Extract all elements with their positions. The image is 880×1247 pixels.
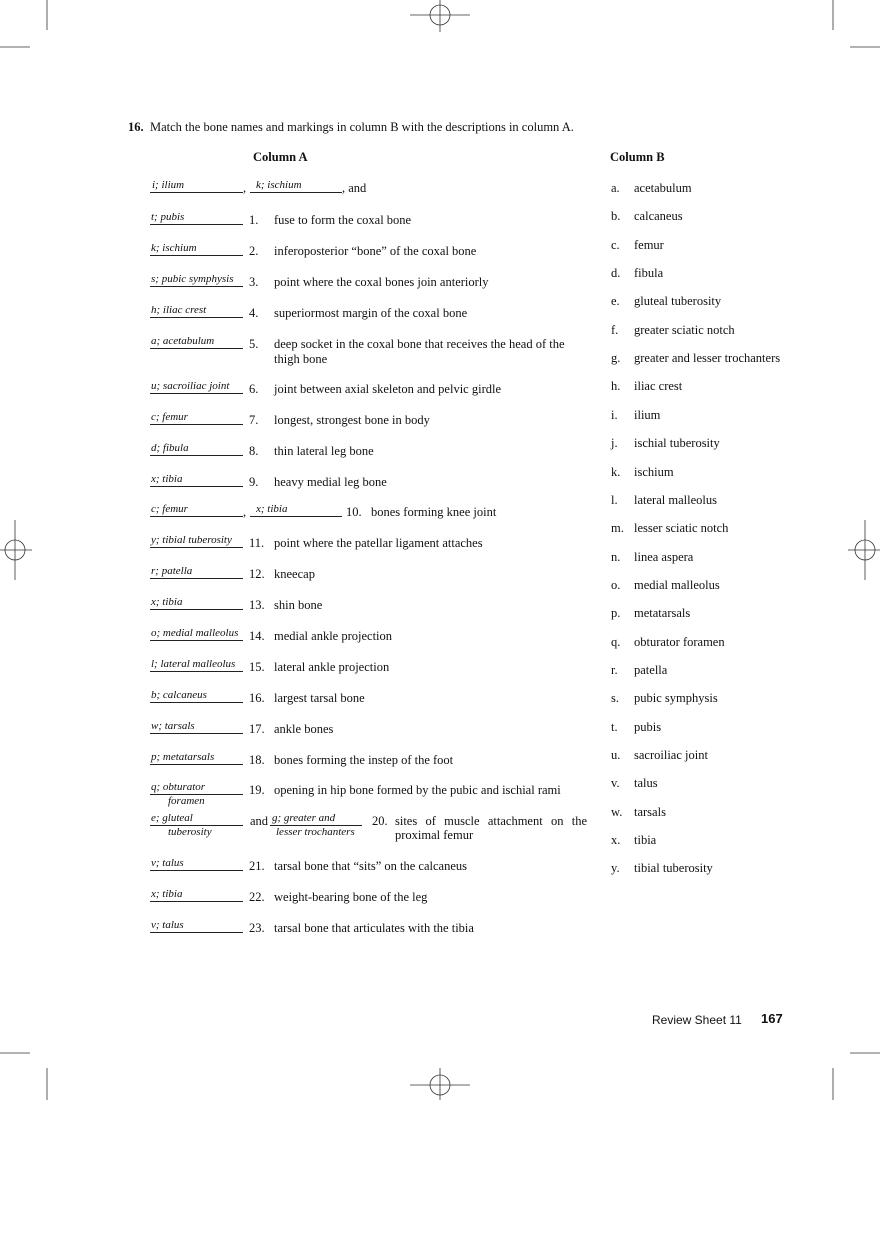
answer-blank[interactable] — [150, 286, 243, 287]
item-term: iliac crest — [634, 379, 683, 394]
item-letter: p. — [611, 606, 621, 621]
column-a-header: Column A — [253, 150, 308, 164]
item-description: point where the patellar ligament attaches — [274, 536, 483, 550]
answer-blank[interactable] — [150, 609, 243, 610]
item-term: sacroiliac joint — [634, 748, 708, 762]
item-letter: x. — [611, 833, 621, 848]
answer-text: v; talus — [151, 857, 184, 869]
item-description: bones forming the instep of the foot — [274, 753, 454, 767]
item-description: point where the coxal bones join anteriorly — [274, 275, 489, 289]
page-number: 167 — [761, 1011, 783, 1026]
answer-blank[interactable] — [150, 671, 243, 672]
answer-blank[interactable] — [150, 516, 243, 517]
item-description: lateral ankle projection — [274, 660, 390, 674]
question-number — [128, 120, 144, 134]
answer-text: a; acetabulum — [151, 335, 215, 347]
item-term: linea aspera — [634, 549, 694, 564]
answer-text: x; tibia — [151, 596, 183, 608]
item-letter: l. — [611, 492, 618, 507]
item-number: 2. — [249, 244, 259, 258]
item-letter: t. — [611, 719, 618, 734]
answer-text: t; pubis — [151, 211, 185, 223]
answer-text: x; tibia — [151, 473, 183, 485]
item-number: 22. — [249, 890, 265, 904]
item-number: 4. — [249, 306, 259, 320]
item-term: tibia — [634, 833, 657, 848]
item-term: obturator foramen — [634, 634, 725, 649]
item-number: 13. — [249, 598, 265, 612]
item-number: 7. — [249, 413, 259, 427]
item-letter: d. — [611, 266, 621, 281]
item-description: opening in hip bone formed by the pubic and ischial rami — [274, 783, 561, 797]
item-number: 6. — [249, 382, 259, 396]
item-term: gluteal tuberosity — [634, 294, 722, 309]
answer-text: p; metatarsals — [151, 751, 215, 763]
item-description: ankle bones — [274, 722, 334, 736]
item-description-line2: thigh bone — [274, 352, 328, 366]
item-letter: e. — [611, 294, 620, 309]
item-number: 19. — [249, 783, 265, 797]
item-letter: s. — [611, 691, 619, 706]
column-b-header: Column B — [610, 150, 665, 164]
item-letter: m. — [611, 521, 624, 536]
answer-blank[interactable] — [150, 932, 243, 933]
item-number: 15. — [249, 660, 265, 674]
answer-blank[interactable] — [150, 702, 243, 703]
item-term: ischium — [634, 464, 674, 479]
item-letter: j. — [611, 436, 618, 451]
answer-blank[interactable] — [150, 901, 243, 902]
item-letter: k. — [611, 464, 621, 479]
item-letter: r. — [611, 662, 618, 677]
item-description: sites of muscle attachment on the proximal femur — [395, 814, 587, 842]
item-letter: w. — [611, 804, 623, 819]
item-description: medial ankle projection — [274, 629, 393, 643]
answer-blank[interactable] — [150, 317, 243, 318]
footer-section: Review Sheet 11 — [652, 1013, 742, 1027]
item-number: 12. — [249, 567, 265, 581]
answer-text: k; ischium — [256, 179, 302, 191]
answer-text: r; patella — [151, 565, 193, 577]
item-description: tarsal bone that “sits” on the calcaneus — [274, 859, 467, 873]
item-number: 10. — [346, 505, 362, 519]
answer-blank[interactable] — [150, 255, 243, 256]
answer-text: e; gluteal — [151, 812, 193, 824]
answer-text: h; iliac crest — [151, 304, 207, 316]
item-letter: n. — [611, 549, 621, 564]
answer-blank[interactable] — [250, 516, 342, 517]
item-description: bones forming knee joint — [371, 505, 497, 519]
item-letter: h. — [611, 379, 621, 394]
answer-text: x; tibia — [151, 888, 183, 900]
answer-text-line2: tuberosity — [168, 826, 212, 838]
item-term: fibula — [634, 266, 664, 281]
item-letter: a. — [611, 181, 620, 195]
question-number-text: 16. — [128, 120, 144, 134]
answer-text: v; talus — [151, 919, 184, 931]
item-number: 17. — [249, 722, 265, 736]
answer-blank[interactable] — [150, 224, 243, 225]
item-number: 1. — [249, 213, 259, 227]
and-text: and — [250, 814, 269, 828]
item-number: 14. — [249, 629, 265, 643]
item-letter: v. — [611, 776, 620, 791]
item-number: 23. — [249, 921, 265, 935]
item-term: patella — [634, 662, 668, 677]
answer-blank[interactable] — [150, 393, 243, 394]
item-description: superiormost margin of the coxal bone — [274, 306, 468, 320]
answer-text: w; tarsals — [151, 720, 195, 732]
item-description: longest, strongest bone in body — [274, 413, 430, 427]
item-number: 16. — [249, 691, 265, 705]
item-number: 20. — [372, 814, 388, 828]
comma: , — [243, 181, 247, 195]
answer-text: c; femur — [151, 411, 188, 423]
answer-blank[interactable] — [150, 578, 243, 579]
crosshair-icon — [0, 520, 32, 580]
item-term: pubic symphysis — [634, 691, 718, 706]
question-prompt: Match the bone names and markings in column B with the descriptions in column A. — [150, 120, 574, 134]
item-description: inferoposterior “bone” of the coxal bone — [274, 244, 477, 258]
answer-blank[interactable] — [150, 640, 243, 641]
item-letter: o. — [611, 577, 621, 592]
answer-blank[interactable] — [150, 424, 243, 425]
item-description: kneecap — [274, 567, 315, 581]
answer-text-line2: foramen — [168, 795, 205, 807]
item-description: thin lateral leg bone — [274, 444, 374, 458]
item-description: weight-bearing bone of the leg — [274, 890, 428, 904]
item-description: largest tarsal bone — [274, 691, 365, 705]
item-term: acetabulum — [634, 181, 692, 195]
item-number: 8. — [249, 444, 259, 458]
answer-blank[interactable] — [150, 870, 243, 871]
answer-blank[interactable] — [150, 348, 243, 349]
crosshair-icon — [848, 520, 880, 580]
item-letter: i. — [611, 407, 618, 422]
answer-blank[interactable] — [150, 764, 243, 765]
answer-blank[interactable] — [150, 192, 243, 193]
item-description: joint between axial skeleton and pelvic girdle — [274, 382, 502, 396]
answer-text: g; greater and — [272, 812, 336, 824]
item-term: lateral malleolus — [634, 492, 717, 507]
answer-text-line2: lesser trochanters — [276, 826, 355, 838]
answer-text: o; medial malleolus — [151, 627, 239, 639]
item-term: greater sciatic notch — [634, 322, 735, 337]
item-term: ischial tuberosity — [634, 436, 720, 451]
item-term: lesser sciatic notch — [634, 521, 729, 536]
item-letter: y. — [611, 861, 620, 876]
item-letter: f. — [611, 322, 619, 337]
answer-text: q; obturator — [151, 781, 206, 793]
crosshair-icon — [410, 0, 470, 32]
answer-text: x; tibia — [256, 503, 288, 515]
item-number: 21. — [249, 859, 265, 873]
answer-text: c; femur — [151, 503, 188, 515]
item-letter: g. — [611, 351, 621, 366]
answer-text: k; ischium — [151, 242, 197, 254]
answer-text: u; sacroiliac joint — [151, 380, 230, 392]
item-number: 9. — [249, 475, 259, 489]
item-number: 11. — [249, 536, 265, 550]
answer-blank[interactable] — [150, 733, 243, 734]
item-term: calcaneus — [634, 209, 683, 224]
item-number: 18. — [249, 753, 265, 767]
answer-blank[interactable] — [150, 547, 243, 548]
item-letter: c. — [611, 237, 620, 252]
answer-blank[interactable] — [150, 455, 243, 456]
item-term: tibial tuberosity — [634, 861, 713, 876]
item-number: 5. — [249, 337, 259, 351]
comma: , — [243, 505, 247, 519]
item-letter: b. — [611, 209, 621, 224]
item-term: pubis — [634, 719, 662, 734]
item-term: femur — [634, 237, 664, 252]
answer-text: b; calcaneus — [151, 689, 207, 701]
answer-text: i; ilium — [152, 179, 185, 191]
answer-text: l; lateral malleolus — [151, 658, 236, 670]
answer-text: s; pubic symphysis — [151, 273, 234, 285]
item-description: tarsal bone that articulates with the tibia — [274, 921, 474, 935]
item-term: talus — [634, 776, 658, 791]
item-letter: u. — [611, 748, 621, 762]
item-term: metatarsals — [634, 606, 691, 621]
crosshair-icon — [410, 1068, 470, 1100]
item-description: fuse to form the coxal bone — [274, 213, 412, 227]
item-term: ilium — [634, 407, 661, 422]
answer-text: y; tibial tuberosity — [151, 534, 232, 546]
item-number: 3. — [249, 275, 259, 289]
answer-blank[interactable] — [250, 192, 342, 193]
item-description: deep socket in the coxal bone that receives the head of the — [274, 337, 565, 351]
answer-text: d; fibula — [151, 442, 189, 454]
answer-blank[interactable] — [150, 486, 243, 487]
item-description: heavy medial leg bone — [274, 475, 387, 489]
item-term: greater and lesser trochanters — [634, 351, 781, 366]
item-description: shin bone — [274, 598, 323, 612]
item-term: medial malleolus — [634, 577, 720, 592]
and-text: , and — [342, 181, 367, 195]
item-letter: q. — [611, 634, 621, 649]
item-term: tarsals — [634, 804, 666, 819]
